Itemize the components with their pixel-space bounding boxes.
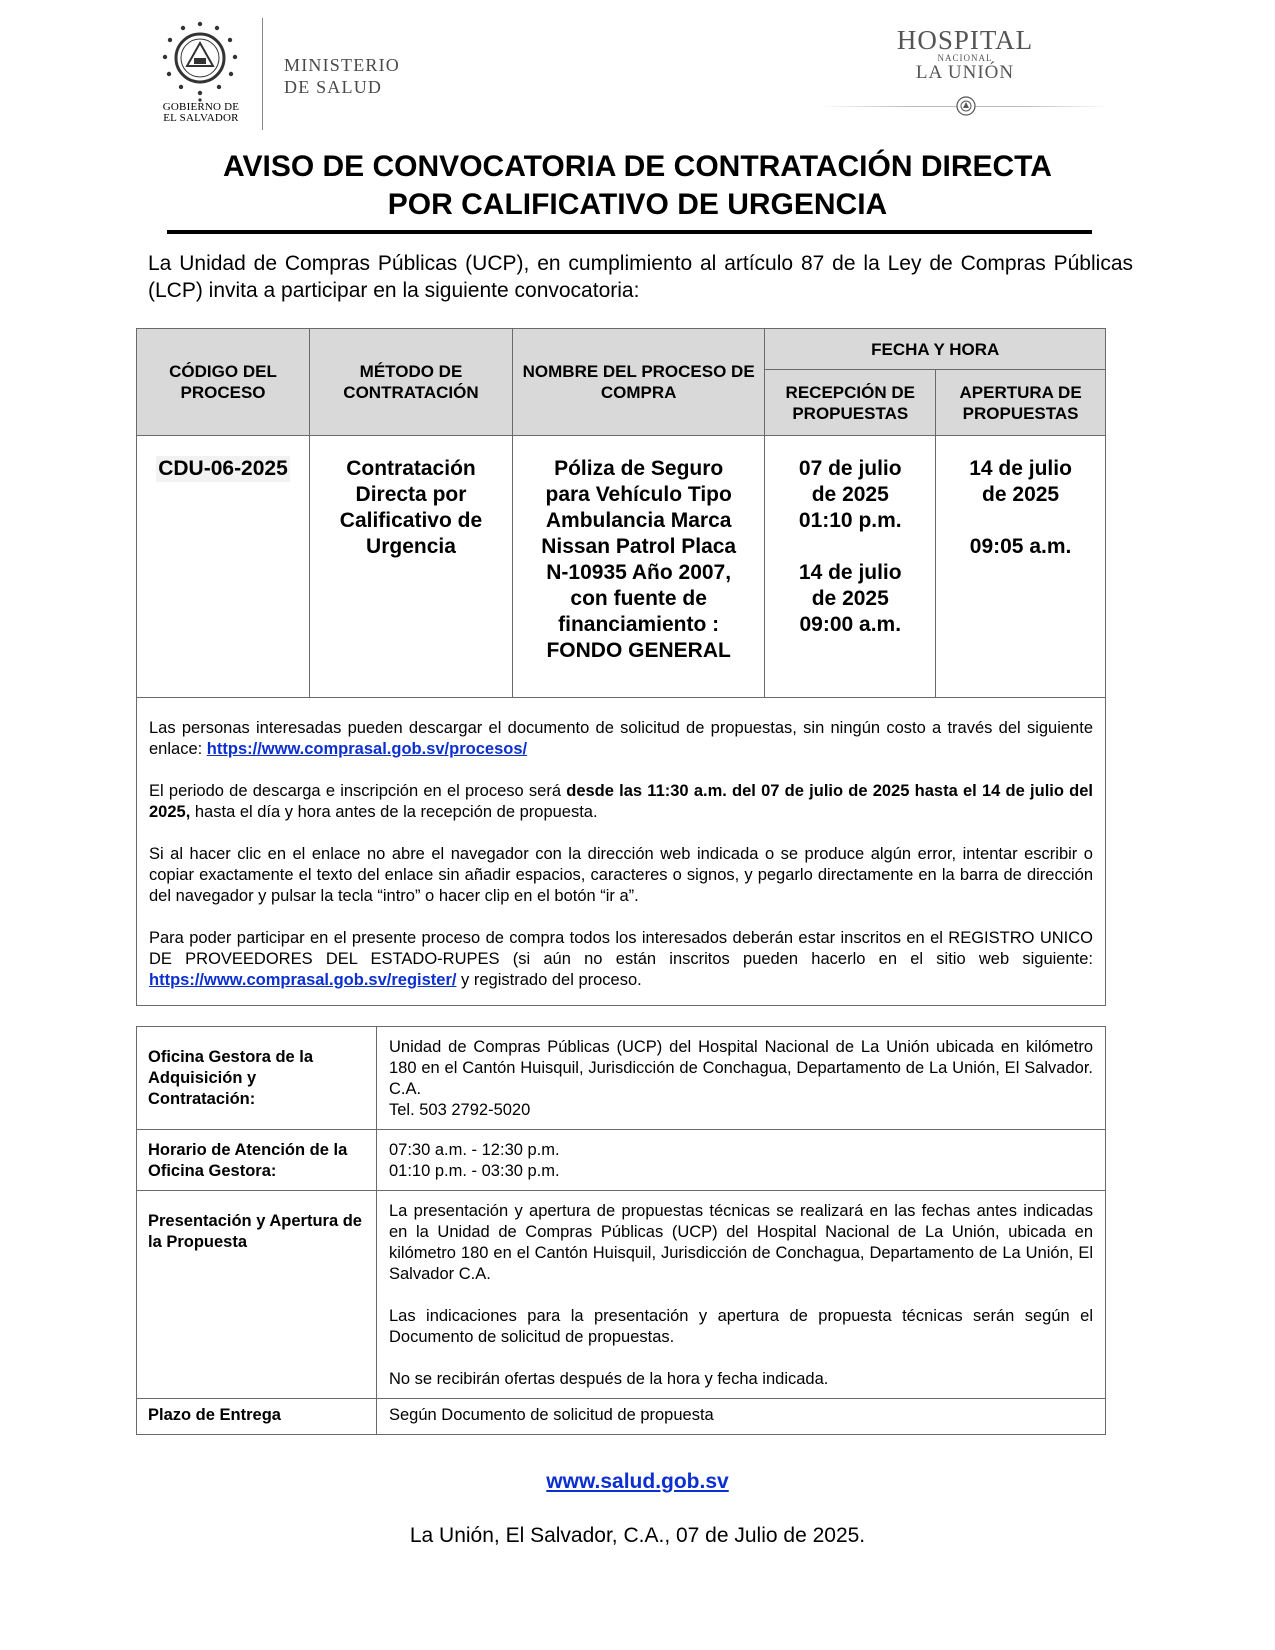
recepcion-date-2: 14 de julio de 2025 bbox=[798, 561, 902, 610]
apertura-date: 14 de julio de 2025 bbox=[969, 457, 1072, 506]
presentacion-label: Presentación y Apertura de la Propuesta bbox=[137, 1191, 377, 1399]
hospital-line-3: LA UNIÓN bbox=[915, 62, 1015, 83]
gov-line-1: GOBIERNO DE bbox=[162, 101, 240, 113]
recepcion-date-1: 07 de julio de 2025 bbox=[798, 457, 902, 506]
register-paragraph: Para poder participar en el presente proceso de compra todos los interesados deberán estar inscritos en el REGISTRO UNICO DE PROVEEDORES DEL ESTADO-RUPES (si aún no están inscritos pueden hacerlo en el sitio web siguiente: https://www.comprasal.gob.sv/register/ y registrado del proceso. bbox=[149, 929, 1093, 989]
national-seal-icon bbox=[158, 18, 242, 102]
oficina-value: Unidad de Compras Públicas (UCP) del Hospital Nacional de La Unión ubicada en kilómetro 180 en el Cantón Huisquil, Jurisdicción de Conchagua, Departamento de La Unión, El Salvador. C.A. Tel. 503 2792-5020 bbox=[377, 1027, 1106, 1130]
horario-value bbox=[377, 1130, 1106, 1191]
details-table bbox=[136, 1026, 1106, 1435]
ministry-logo bbox=[152, 18, 422, 130]
plazo-value: Según Documento de solicitud de propuesta bbox=[377, 1399, 1106, 1435]
register-link[interactable]: https://www.comprasal.gob.sv/register/ bbox=[149, 971, 457, 989]
oficina-phone: Tel. 503 2792-5020 bbox=[389, 1101, 531, 1119]
header-fecha-hora: FECHA Y HORA bbox=[765, 329, 1106, 370]
cell-codigo bbox=[137, 436, 310, 698]
intro-paragraph: La Unidad de Compras Públicas (UCP), en cumplimiento al artículo 87 de la Ley de Compras Públicas (LCP) invita a participar en la siguiente convocatoria: bbox=[148, 252, 1133, 302]
logo-divider bbox=[262, 18, 263, 130]
recepcion-time-2: 09:00 a.m. bbox=[799, 613, 902, 636]
header-apertura: APERTURA DE PROPUESTAS bbox=[936, 370, 1106, 436]
header-nombre: NOMBRE DEL PROCESO DE COMPRA bbox=[512, 329, 764, 436]
cell-apertura bbox=[936, 436, 1106, 698]
process-code: CDU-06-2025 bbox=[158, 457, 288, 480]
presentacion-value: La presentación y apertura de propuestas técnicas se realizará en las fechas antes indicadas en la Unidad de Compras Públicas (UCP) del Hospital Nacional de La Unión, ubicada en kilómetro 180 en el Cantón Huisquil, Jurisdicción de Conchagua, Departamento de La Unión, El Salvador C.A. Las indicaciones para la presentación y apertura de propuesta técnicas serán según el Documento de solicitud de propuestas. No se recibirán ofertas después de la hora y fecha indicada. bbox=[377, 1191, 1106, 1399]
hospital-line-1: HOSPITAL bbox=[896, 25, 1034, 55]
cell-recepcion bbox=[765, 436, 936, 698]
hospital-logo bbox=[820, 26, 1110, 121]
header-codigo: CÓDIGO DEL PROCESO bbox=[137, 329, 310, 436]
procesos-link[interactable]: https://www.comprasal.gob.sv/procesos/ bbox=[206, 740, 528, 758]
title-line-1: AVISO DE CONVOCATORIA DE CONTRATACIÓN DIRECTA bbox=[223, 150, 1052, 183]
footer-website bbox=[0, 1470, 1275, 1494]
process-table bbox=[136, 328, 1106, 1006]
apertura-time: 09:05 a.m. bbox=[969, 535, 1072, 558]
header-metodo: MÉTODO DE CONTRATACIÓN bbox=[310, 329, 513, 436]
government-name bbox=[152, 102, 250, 124]
hospital-line-2: NACIONAL bbox=[937, 53, 993, 63]
period-paragraph: El periodo de descarga e inscripción en el proceso será desde las 11:30 a.m. del 07 de julio de 2025 hasta el 14 de julio del 2025, hasta el día y hora antes de la recepción de propuesta. bbox=[149, 782, 1093, 821]
oficina-label: Oficina Gestora de la Adquisición y Contratación: bbox=[137, 1027, 377, 1130]
horario-morning: 07:30 a.m. - 12:30 p.m. bbox=[389, 1141, 560, 1159]
horario-label: Horario de Atención de la Oficina Gestora: bbox=[137, 1130, 377, 1191]
ministry-line-1: MINISTERIO bbox=[284, 55, 400, 75]
footer-date-line: La Unión, El Salvador, C.A., 07 de Julio de 2025. bbox=[409, 1524, 866, 1547]
recepcion-time-1: 01:10 p.m. bbox=[798, 509, 902, 532]
gov-line-2: EL SALVADOR bbox=[163, 112, 239, 124]
page-title bbox=[140, 148, 1135, 224]
ministry-name bbox=[284, 54, 400, 98]
horario-afternoon: 01:10 p.m. - 03:30 p.m. bbox=[389, 1162, 560, 1180]
cell-metodo: Contratación Directa por Calificativo de Urgencia bbox=[310, 436, 513, 698]
download-paragraph: Las personas interesadas pueden descargar el documento de solicitud de propuestas, sin ningún costo a través del siguiente enlace: https://www.comprasal.gob.sv/procesos/ bbox=[149, 719, 1093, 758]
salud-website-link[interactable]: www.salud.gob.sv bbox=[546, 1470, 729, 1493]
title-underline bbox=[167, 230, 1092, 234]
title-line-2: POR CALIFICATIVO DE URGENCIA bbox=[387, 188, 888, 221]
link-help-paragraph: Si al hacer clic en el enlace no abre el navegador con la dirección web indicada o se produce algún error, intentar escribir o copiar exactamente el texto del enlace sin añadir espacios, caracteres o signos, y pegarlo directamente en la barra de dirección del navegador y pulsar la tecla “intro” o hacer clip en el botón “ir a”. bbox=[149, 845, 1093, 905]
cell-nombre: Póliza de Seguro para Vehículo Tipo Ambulancia Marca Nissan Patrol Placa N-10935 Año 2007, con fuente de financiamiento : FONDO GENERAL bbox=[512, 436, 764, 698]
header-recepcion: RECEPCIÓN DE PROPUESTAS bbox=[765, 370, 936, 436]
instructions-cell bbox=[137, 698, 1106, 1006]
plazo-label: Plazo de Entrega bbox=[137, 1399, 377, 1435]
hospital-seal-icon bbox=[956, 96, 976, 116]
ministry-line-2: DE SALUD bbox=[284, 77, 383, 97]
